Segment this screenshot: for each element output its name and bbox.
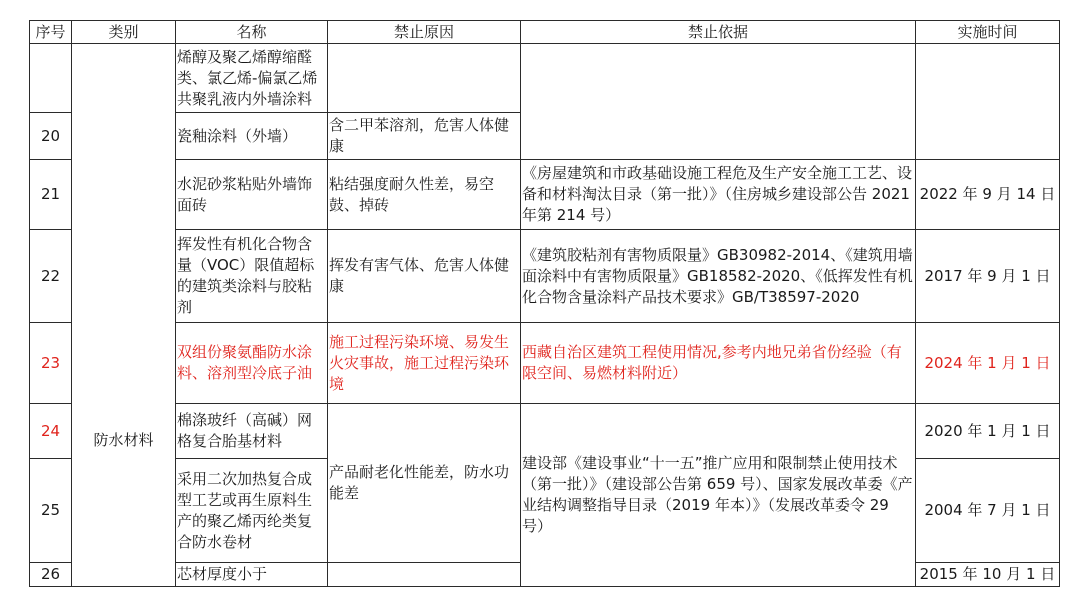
seq-cell: 25	[30, 459, 72, 563]
table-row	[30, 230, 1060, 323]
basis-cell-empty	[521, 44, 916, 160]
reason-cell: 含二甲苯溶剂，危害人体健康	[328, 113, 521, 160]
name-cell: 芯材厚度小于	[176, 563, 328, 587]
name-cell: 挥发性有机化合物含量（VOC）限值超标的建筑类涂料与胶粘剂	[176, 230, 328, 323]
name-cell: 双组份聚氨酯防水涂料、溶剂型冷底子油	[176, 323, 328, 404]
reason-cell: 粘结强度耐久性差，易空鼓、掉砖	[328, 160, 521, 230]
header-row	[30, 21, 1060, 44]
document-frame	[29, 20, 1060, 587]
table-row	[30, 160, 1060, 230]
seq-cell: 23	[30, 323, 72, 404]
seq-cell: 26	[30, 563, 72, 587]
basis-cell: 《建筑胶粘剂有害物质限量》GB30982-2014、《建筑用墙面涂料中有害物质限量》GB18582-2020、《低挥发性有机化合物含量涂料产品技术要求》GB/T38597-2020	[521, 230, 916, 323]
table-row	[30, 404, 1060, 459]
date-cell: 2022 年 9 月 14 日	[916, 160, 1060, 230]
seq-cell: 20	[30, 113, 72, 160]
seq-cell: 24	[30, 404, 72, 459]
category-waterproof: 防水材料	[93, 431, 154, 449]
header-category: 类别	[72, 21, 176, 44]
date-cell: 2015 年 10 月 1 日	[916, 563, 1060, 587]
header-date: 实施时间	[916, 21, 1060, 44]
name-cell: 采用二次加热复合成型工艺或再生原料生产的聚乙烯丙纶类复合防水卷材	[176, 459, 328, 563]
table-row-highlighted	[30, 323, 1060, 404]
reason-cell-empty	[328, 563, 521, 587]
name-cell: 烯醇及聚乙烯醇缩醛类、氯乙烯-偏氯乙烯共聚乳液内外墙涂料	[176, 44, 328, 113]
seq-cell: 22	[30, 230, 72, 323]
name-cell: 水泥砂浆粘贴外墙饰面砖	[176, 160, 328, 230]
basis-cell: 《房屋建筑和市政基础设施工程危及生产安全施工工艺、设备和材料淘汰目录（第一批）》（住房城乡建设部公告 2021 年第 214 号）	[521, 160, 916, 230]
header-reason: 禁止原因	[328, 21, 521, 44]
date-cell: 2017 年 9 月 1 日	[916, 230, 1060, 323]
basis-cell: 西藏自治区建筑工程使用情况,参考内地兄弟省份经验（有限空间、易燃材料附近）	[521, 323, 916, 404]
category-cell	[72, 44, 176, 587]
table-row	[30, 44, 1060, 113]
date-cell-empty	[916, 44, 1060, 160]
date-cell: 2020 年 1 月 1 日	[916, 404, 1060, 459]
reason-cell: 产品耐老化性能差，防水功能差	[328, 404, 521, 563]
header-name: 名称	[176, 21, 328, 44]
seq-cell-empty	[30, 44, 72, 113]
name-cell: 瓷釉涂料（外墙）	[176, 113, 328, 160]
basis-cell: 建设部《建设事业“十一五”推广应用和限制禁止使用技术（第一批）》（建设部公告第 659 号）、国家发展改革委《产业结构调整指导目录（2019 年本）》（发展改革委令 29 号）	[521, 404, 916, 587]
date-cell: 2004 年 7 月 1 日	[916, 459, 1060, 563]
banned-materials-table	[29, 20, 1060, 587]
header-basis: 禁止依据	[521, 21, 916, 44]
date-cell: 2024 年 1 月 1 日	[916, 323, 1060, 404]
name-cell: 棉涤玻纤（高碱）网格复合胎基材料	[176, 404, 328, 459]
header-seq: 序号	[30, 21, 72, 44]
seq-cell: 21	[30, 160, 72, 230]
reason-cell-empty	[328, 44, 521, 113]
reason-cell: 施工过程污染环境、易发生火灾事故，施工过程污染环境	[328, 323, 521, 404]
reason-cell: 挥发有害气体、危害人体健康	[328, 230, 521, 323]
